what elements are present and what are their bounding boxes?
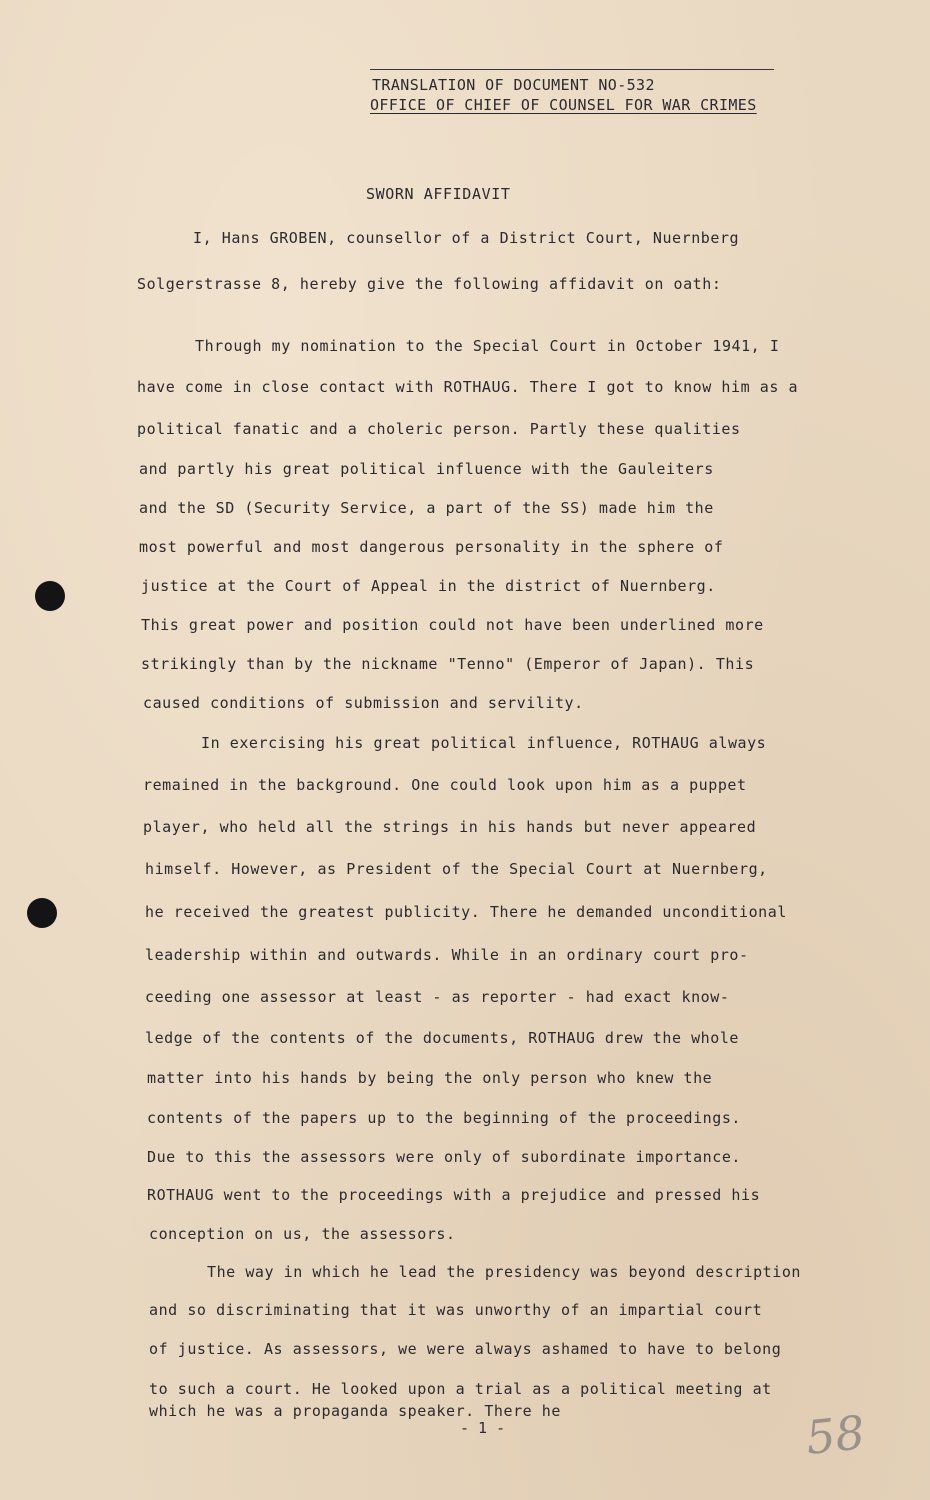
body-line: Through my nomination to the Special Court in October 1941, I [195,337,780,355]
body-line: strikingly than by the nickname "Tenno" (Emperor of Japan). This [141,655,755,673]
document-header-line2: OFFICE OF CHIEF OF COUNSEL FOR WAR CRIMES [370,96,757,114]
page-number: - 1 - [460,1419,506,1437]
body-line: The way in which he lead the presidency was beyond description [207,1263,802,1281]
body-line: and so discriminating that it was unworthy of an impartial court [149,1301,763,1319]
body-line: have come in close contact with ROTHAUG. There I got to know him as a [137,378,799,396]
body-line: Due to this the assessors were only of subordinate importance. [147,1148,742,1166]
body-line: ceeding one assessor at least - as reporter - had exact know- [145,988,730,1006]
punch-hole-top [35,581,65,611]
body-line: leadership within and outwards. While in an ordinary court pro- [145,946,749,964]
document-header-line1: TRANSLATION OF DOCUMENT NO-532 [372,76,655,94]
header-rule [370,69,774,70]
body-line: remained in the background. One could look upon him as a puppet [143,776,747,794]
body-line: justice at the Court of Appeal in the district of Nuernberg. [141,577,716,595]
body-line: caused conditions of submission and servility. [143,694,584,712]
body-line: I, Hans GROBEN, counsellor of a District Court, Nuernberg [193,229,740,247]
punch-hole-bottom [27,898,57,928]
body-line: and the SD (Security Service, a part of the SS) made him the [139,499,714,517]
handwritten-folio-number: 58 [803,1405,868,1465]
body-line: conception on us, the assessors. [149,1225,456,1243]
body-line: player, who held all the strings in his hands but never appeared [143,818,757,836]
body-line: he received the greatest publicity. There he demanded unconditional [145,903,787,921]
body-line: himself. However, as President of the Special Court at Nuernberg, [145,860,768,878]
body-line: to such a court. He looked upon a trial as a political meeting at [149,1380,772,1398]
body-line: In exercising his great political influence, ROTHAUG always [201,734,767,752]
body-line: ROTHAUG went to the proceedings with a prejudice and pressed his [147,1186,761,1204]
body-line: contents of the papers up to the beginning of the proceedings. [147,1109,742,1127]
affidavit-title: SWORN AFFIDAVIT [366,185,511,203]
body-line: Solgerstrasse 8, hereby give the following affidavit on oath: [137,275,722,293]
body-line: and partly his great political influence with the Gauleiters [139,460,714,478]
body-line: which he was a propaganda speaker. There he [149,1402,561,1420]
body-line: This great power and position could not have been underlined more [141,616,764,634]
body-line: of justice. As assessors, we were always ashamed to have to belong [149,1340,782,1358]
body-line: ledge of the contents of the documents, ROTHAUG drew the whole [145,1029,740,1047]
body-line: political fanatic and a choleric person. Partly these qualities [137,420,741,438]
body-line: most powerful and most dangerous personality in the sphere of [139,538,724,556]
body-line: matter into his hands by being the only person who knew the [147,1069,713,1087]
